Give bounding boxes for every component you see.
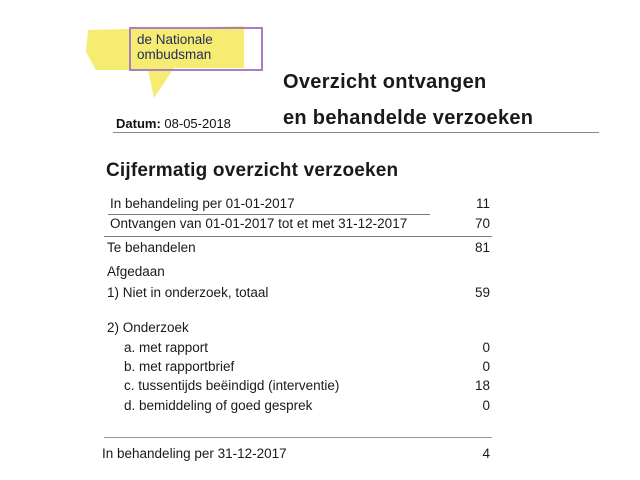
- row-label: In behandeling per 01-01-2017: [110, 196, 295, 211]
- row-label: Ontvangen van 01-01-2017 tot et met 31-12-2017: [110, 216, 408, 231]
- date-value: 08-05-2018: [164, 116, 231, 131]
- subtotal-divider: [104, 236, 492, 237]
- table-row: [0, 318, 640, 338]
- table-row: [0, 444, 640, 464]
- row-label: In behandeling per 31-12-2017: [102, 446, 287, 461]
- header-divider: [113, 132, 599, 133]
- row-label: c. tussentijds beëindigd (interventie): [124, 378, 340, 393]
- table-row: [0, 338, 640, 358]
- table-row: [0, 376, 640, 396]
- page-title-line2: en behandelde verzoeken: [283, 107, 534, 129]
- total-divider: [104, 437, 492, 438]
- row-value: 81: [474, 240, 490, 255]
- page-title: [283, 64, 533, 136]
- table-row: [0, 262, 640, 282]
- table-row: [0, 214, 640, 234]
- date-label: Datum:: [116, 116, 161, 131]
- row-value: 0: [482, 398, 490, 413]
- row-label: 1) Niet in onderzoek, totaal: [107, 285, 269, 300]
- row-label: b. met rapportbrief: [124, 359, 235, 374]
- logo-text: [137, 32, 213, 62]
- section-title: Cijfermatig overzicht verzoeken: [106, 160, 399, 181]
- table-row: [0, 396, 640, 416]
- table-row: [0, 357, 640, 377]
- page-title-line1: Overzicht ontvangen: [283, 71, 487, 93]
- row-label: a. met rapport: [124, 340, 209, 355]
- row-label: Te behandelen: [107, 240, 196, 255]
- row-label: d. bemiddeling of goed gesprek: [124, 398, 313, 413]
- table-row: [0, 283, 640, 303]
- logo-text-line2: ombudsman: [137, 47, 212, 62]
- table-row: [0, 194, 640, 214]
- row-value: 0: [482, 359, 490, 374]
- table-row: [0, 238, 640, 258]
- row-value: 11: [475, 196, 490, 211]
- row-label: 2) Onderzoek: [107, 320, 189, 335]
- row-value: 18: [474, 378, 490, 393]
- row-value: 70: [474, 216, 490, 231]
- row-label: Afgedaan: [107, 264, 165, 279]
- logo-graphic: [0, 0, 270, 110]
- row-value: 59: [474, 285, 490, 300]
- date-line: [116, 116, 231, 131]
- row-value: 0: [482, 340, 490, 355]
- row-value: 4: [482, 446, 490, 461]
- logo-text-line1: de Nationale: [137, 32, 213, 47]
